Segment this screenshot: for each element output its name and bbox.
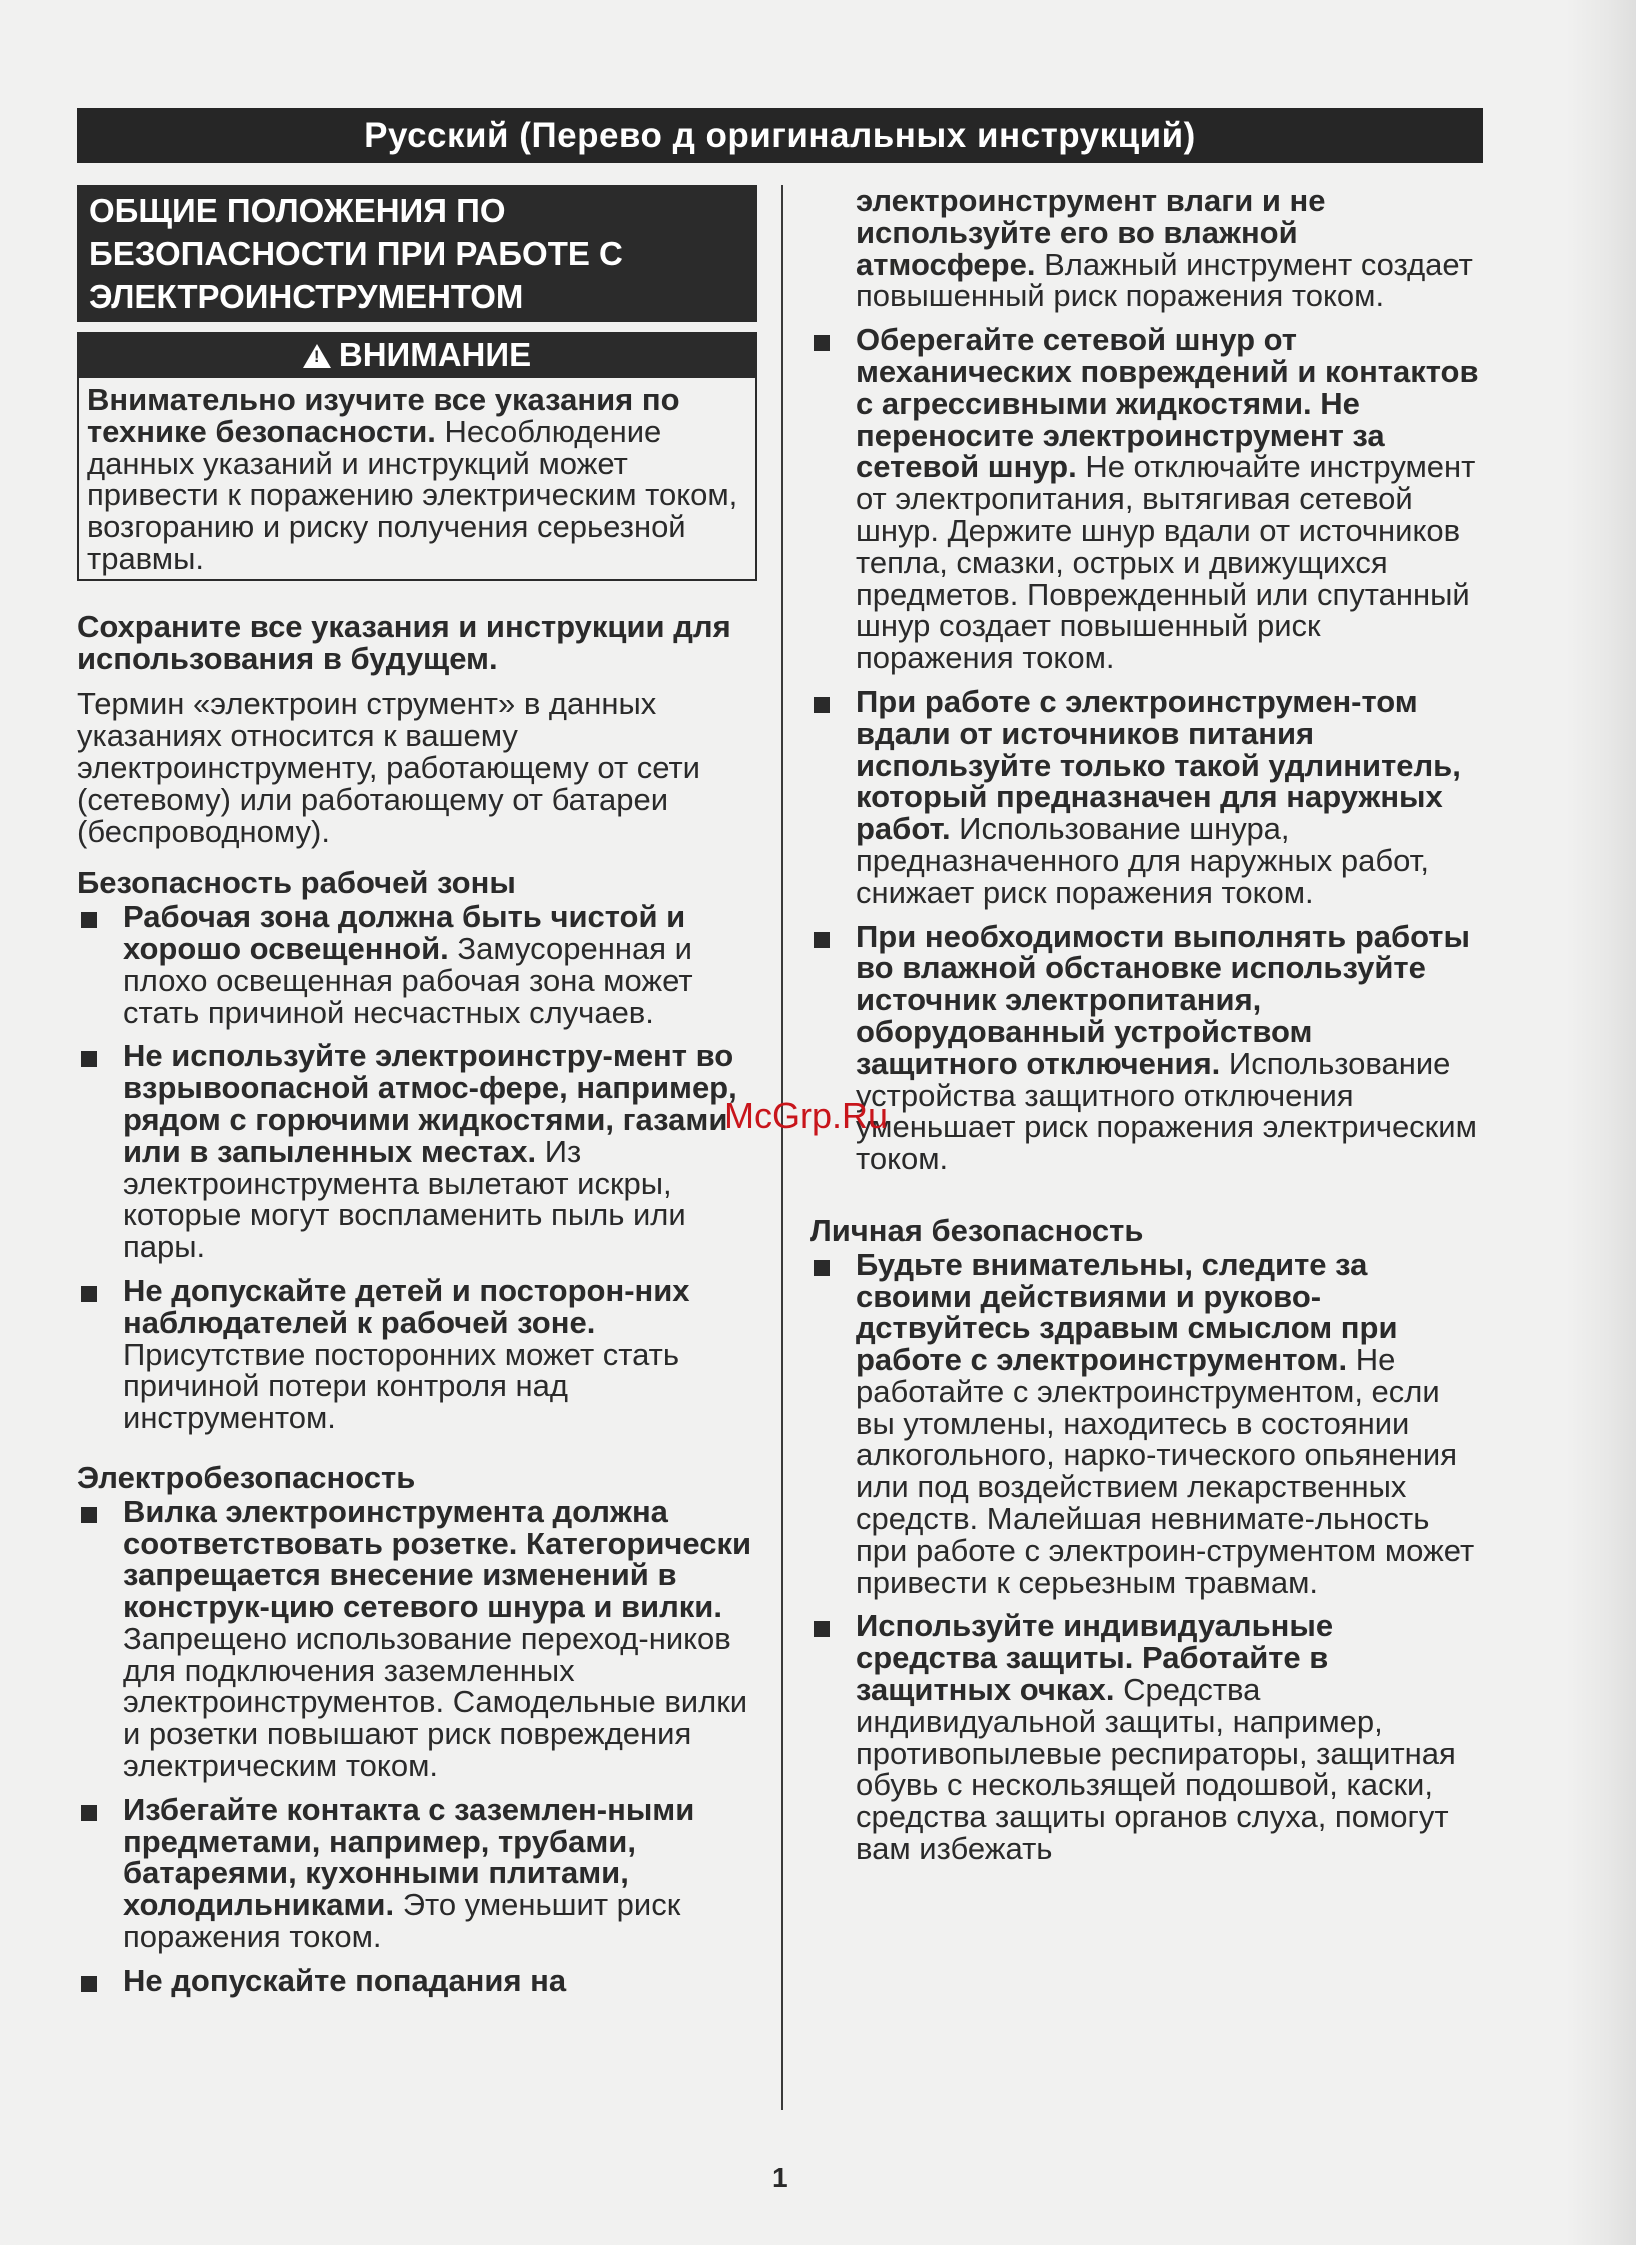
bullet-icon xyxy=(81,912,97,928)
item-bold: электроинструмент влаги и не используйте его во влажной атмосфере. xyxy=(856,183,1326,282)
bullet-icon xyxy=(81,1286,97,1302)
list-item xyxy=(77,1493,757,1784)
item-text: Влажный инструмент создает повышенный риск поражения током. xyxy=(856,246,1473,314)
save-instructions: Сохраните все указания и инструкции для использования в будущем. xyxy=(77,608,731,676)
warning-title: ВНИМАНИЕ xyxy=(338,336,532,373)
list-item xyxy=(810,1246,1480,1600)
list-item xyxy=(77,1272,757,1436)
item-text: Средства индивидуальной защиты, например, противопылевые респираторы, защитная обувь с нескользящей подошвой, каски, средства защиты органов слуха, помогут вам избежать xyxy=(856,1672,1456,1867)
list-item xyxy=(77,1791,757,1955)
item-text: Присутствие посторонних может стать причиной потери контроля над инструментом. xyxy=(123,1336,680,1436)
page-number: 1 xyxy=(772,2162,788,2193)
warning-box xyxy=(77,378,757,581)
item-text: Не отключайте инструмент от электропитания, вытягивая сетевой шнур. Держите шнур вдали от источников тепла, смазки, острых и движущихся предметов. Поврежденный или спутанный шнур создает повышенный риск поражения током. xyxy=(856,449,1476,676)
item-bold: Рабочая зона должна быть чистой и хорошо освещенной. xyxy=(123,899,686,966)
bullet-icon xyxy=(814,1621,830,1637)
list-item xyxy=(77,901,757,1028)
bullet-icon xyxy=(814,335,830,351)
watermark-text: McGrp.Ru xyxy=(724,1095,889,1136)
bullet-icon xyxy=(81,1976,97,1992)
item-bold: Не используйте электроинстру-мент во взрывоопасной атмос-фере, например, рядом с горючими жидкостями, газами или в запыленных местах. xyxy=(123,1038,737,1169)
list-item-continued xyxy=(810,185,1480,312)
personal-heading: Личная безопасность xyxy=(810,1212,1144,1248)
item-text: Использование шнура, предназначенного для наружных работ, снижает риск поражения током. xyxy=(856,811,1430,910)
item-bold: Не допускайте детей и посторон-них наблюдателей к рабочей зоне. xyxy=(123,1272,690,1340)
bullet-icon xyxy=(814,697,830,713)
list-item xyxy=(77,1040,757,1263)
warning-text: Несоблюдение данных указаний и инструкций может привести к поражению электрическим током, возгоранию и риску получения серьезной травмы. xyxy=(87,413,738,576)
left-column xyxy=(77,185,757,2009)
item-bold: Используйте индивидуальные средства защиты. Работайте в защитных очках. xyxy=(856,1608,1334,1708)
item-bold: Вилка электроинструмента должна соответствовать розетке. Категорически запрещается внесение изменений в конструк-цию сетевого шнура и вилки. xyxy=(123,1493,752,1625)
item-bold: Не допускайте попадания на xyxy=(123,1962,567,1998)
item-bold: При работе с электроинструмен-том вдали от источников питания используйте только такой удлинитель, который предназначен для наружных работ. xyxy=(856,683,1461,847)
warning-icon xyxy=(303,344,331,368)
bullet-icon xyxy=(81,1051,97,1067)
item-bold: Оберегайте сетевой шнур от механических повреждений и контактов с агрессивными жидкостями. Не переносите электроинструмент за сетевой шнур. xyxy=(856,322,1479,485)
scan-shadow xyxy=(1566,0,1636,2245)
item-text: Использование устройства защитного отключения уменьшает риск поражения электрическим током. xyxy=(856,1045,1477,1177)
list-item xyxy=(77,1962,757,1998)
list-item xyxy=(810,683,1480,910)
item-bold: Будьте внимательны, следите за своими действиями и руково-дствуйтесь здравым смыслом при работе с электроинструментом. xyxy=(856,1246,1398,1378)
column-divider xyxy=(781,185,783,2110)
bullet-icon xyxy=(814,932,830,948)
bullet-icon xyxy=(81,1805,97,1821)
item-bold: При необходимости выполнять работы во влажной обстановке используйте источник электропитания, оборудованный устройством защитного отключения. xyxy=(856,918,1470,1081)
list-item xyxy=(810,918,1480,1177)
section-title: ОБЩИЕ ПОЛОЖЕНИЯ ПО БЕЗОПАСНОСТИ ПРИ РАБОТЕ С ЭЛЕКТРОИНСТРУМЕНТОМ xyxy=(77,185,757,322)
electric-heading: Электробезопасность xyxy=(77,1459,416,1495)
list-item xyxy=(810,1608,1480,1867)
page-title: Русский (Перево д оригинальных инструкций) xyxy=(77,108,1483,163)
item-text: Не работайте с электроинструментом, если вы утомлены, находитесь в состоянии алкогольного, нарко-тического опьянения или под воздействием лекарственных средств. Малейшая невнимате-льность при работе с электроин-струментом может привести к серьезным травмам. xyxy=(856,1342,1475,1600)
warning-header xyxy=(77,332,757,378)
work-area-heading: Безопасность рабочей зоны xyxy=(77,865,516,901)
right-column xyxy=(810,185,1480,1877)
item-text: Из электроинструмента вылетают искры, которые могут воспламенить пыль или пары. xyxy=(123,1133,686,1265)
item-text: Это уменьшит риск поражения током. xyxy=(123,1887,681,1955)
bullet-icon xyxy=(814,1260,830,1276)
item-text: Запрещено использование переход-ников для подключения заземленных электроинструментов. Самодельные вилки и розетки повышают риск повреждения электрическим током. xyxy=(123,1620,748,1784)
item-text: Замусоренная и плохо освещенная рабочая зона может стать причиной несчастных случаев. xyxy=(123,930,693,1030)
list-item xyxy=(810,324,1480,674)
warning-bold: Внимательно изучите все указания по технике безопасности. xyxy=(87,382,680,449)
bullet-icon xyxy=(81,1507,97,1523)
term-paragraph: Термин «электроин струмент» в данных указаниях относится к вашему электроинструменту, работающему от сети (сетевому) или работающему от батареи (беспроводному). xyxy=(77,686,700,849)
item-bold: Избегайте контакта с заземлен-ными предметами, например, трубами, батареями, кухонными плитами, холодильниками. xyxy=(123,1791,695,1923)
